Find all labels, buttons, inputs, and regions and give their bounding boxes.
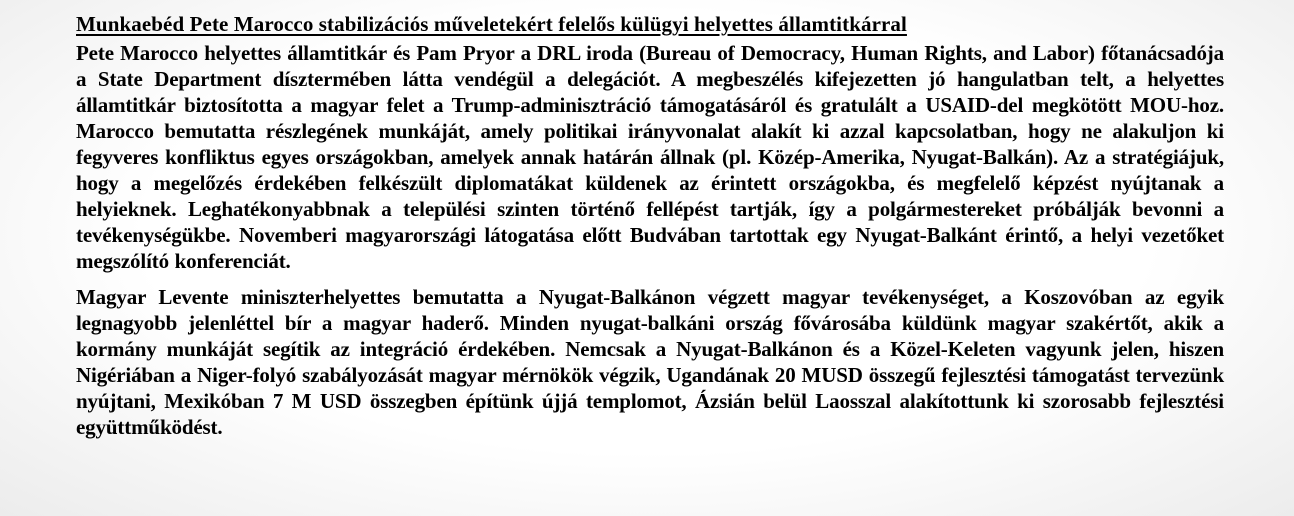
section-heading: Munkaebéd Pete Marocco stabilizációs műveletekért felelős külügyi helyettes államtitkárral bbox=[76, 12, 907, 36]
paragraph-magyar-levente: Magyar Levente miniszterhelyettes bemutatta a Nyugat-Balkánon végzett magyar tevékenységet, a Koszovóban az egyik legnagyobb jelenléttel bír a magyar haderő. Minden nyugat-balkáni ország fővárosába küldünk magyar szakértőt, akik a kormány munkáját segítik az integráció érdekében. Nemcsak a Nyugat-Balkánon és a Közel-Keleten vagyunk jelen, hiszen Nigériában a Niger-folyó szabályozását magyar mérnökök végzik, Ugandának 20 MUSD összegű fejlesztési támogatást tervezünk nyújtani, Mexikóban 7 M USD összegben építünk újjá templomot, Ázsián belül Laosszal alakítottunk ki szorosabb fejlesztési együttműködést. bbox=[76, 285, 1224, 439]
paragraph-marocco-meeting: Pete Marocco helyettes államtitkár és Pam Pryor a DRL iroda (Bureau of Democracy, Human Rights, and Labor) főtanácsadója a State Department dísztermében látta vendégül a delegációt. A megbeszélés kifejezetten jó hangulatban telt, a helyettes államtitkár biztosította a magyar felet a Trump-adminisztráció támogatásáról és gratulált a USAID-del megkötött MOU-hoz. Marocco bemutatta részlegének munkáját, amely politikai irányvonalat alakít ki azzal kapcsolatban, hogy ne alakuljon ki fegyveres konfliktus egyes országokban, amelyek annak határán állnak (pl. Közép-Amerika, Nyugat-Balkán). Az a stratégiájuk, hogy a megelőzés érdekében felkészült diplomatákat küldenek az érintett országokba, és megfelelő képzést nyújtanak a helyieknek. Leghatékonyabbnak a települési szinten történő fellépést tartják, így a polgármestereket próbálják bevonni a tevékenységükbe. Novemberi magyarországi látogatása előtt Budvában tartottak egy Nyugat-Balkánt érintő, a helyi vezetőket megszólító konferenciát. bbox=[76, 41, 1224, 273]
document-page bbox=[76, 10, 1224, 440]
